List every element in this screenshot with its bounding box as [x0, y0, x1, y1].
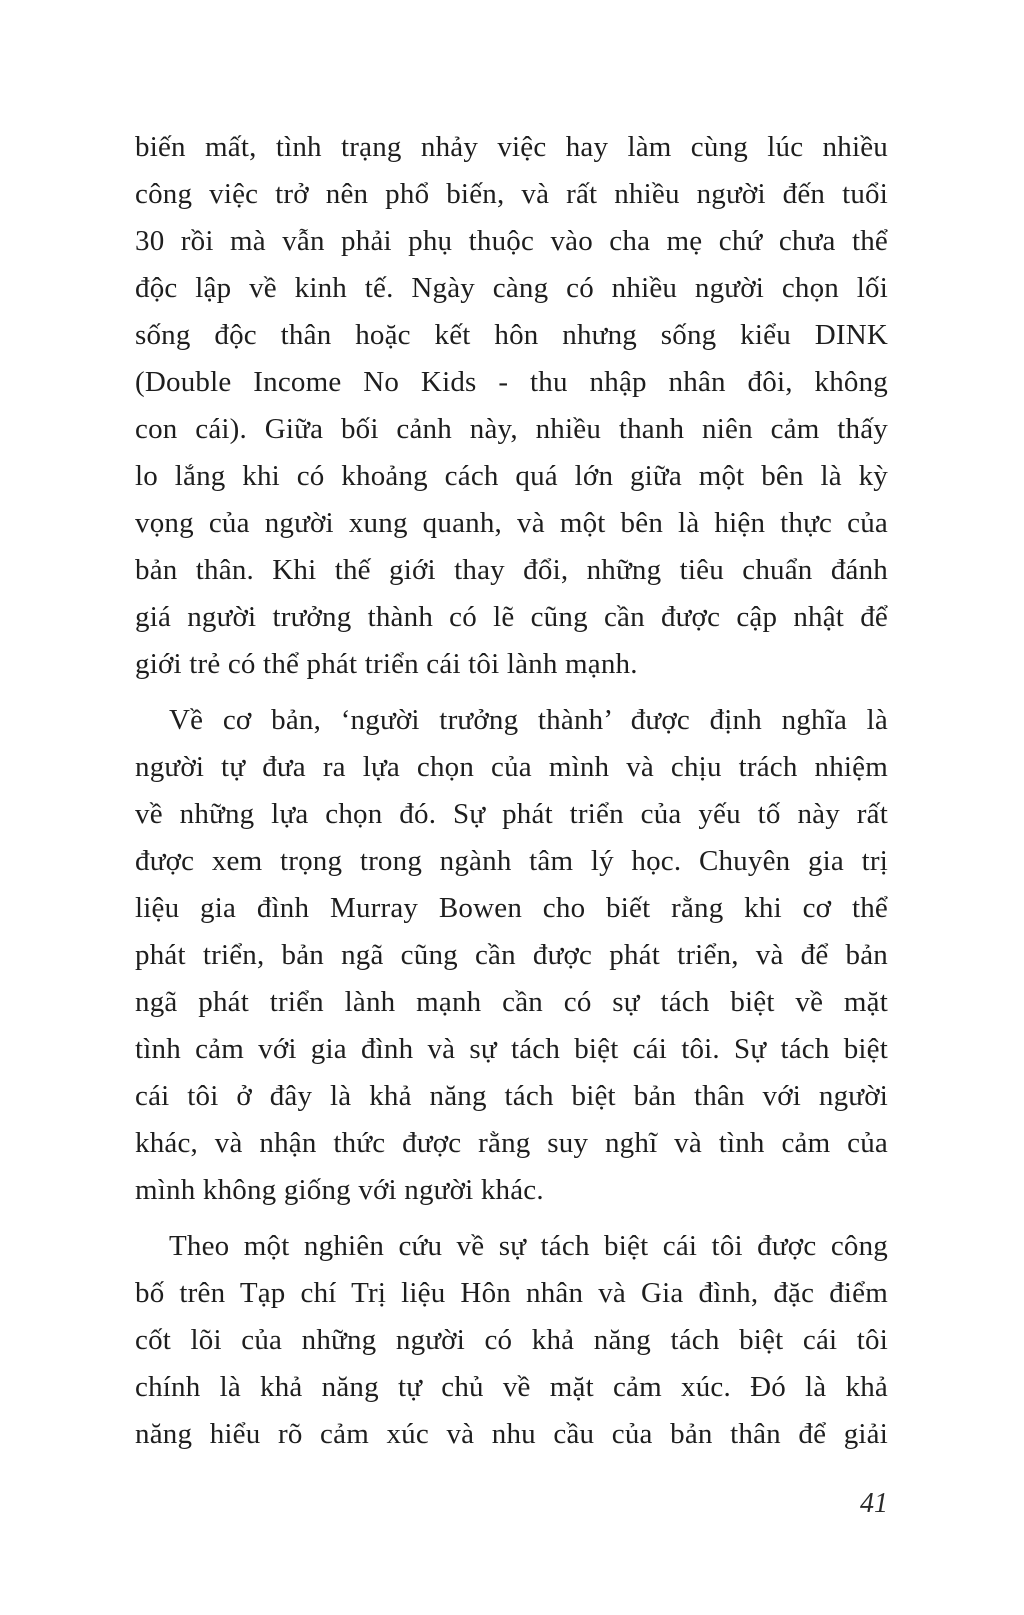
text-line: vọng của người xung quanh, và một bên là hiện thực của: [135, 507, 888, 539]
text-line: độc lập về kinh tế. Ngày càng có nhiều người chọn lối: [135, 272, 888, 304]
text-line: công việc trở nên phổ biến, và rất nhiều người đến tuổi: [135, 178, 888, 210]
text-line: mình không giống với người khác.: [135, 1174, 544, 1206]
text-line: biến mất, tình trạng nhảy việc hay làm cùng lúc nhiều: [135, 131, 888, 163]
text-line: Về cơ bản, ‘người trưởng thành’ được định nghĩa là: [169, 704, 888, 736]
text-line: lo lắng khi có khoảng cách quá lớn giữa một bên là kỳ: [135, 460, 888, 492]
text-line: liệu gia đình Murray Bowen cho biết rằng khi cơ thể: [135, 892, 888, 924]
text-line: về những lựa chọn đó. Sự phát triển của yếu tố này rất: [135, 798, 888, 830]
body-text: [135, 124, 888, 1458]
text-line: được xem trọng trong ngành tâm lý học. Chuyên gia trị: [135, 845, 888, 877]
text-line: sống độc thân hoặc kết hôn nhưng sống kiểu DINK: [135, 319, 888, 351]
page-number: 41: [860, 1488, 888, 1519]
text-line: giới trẻ có thể phát triển cái tôi lành mạnh.: [135, 648, 638, 680]
text-line: 30 rồi mà vẫn phải phụ thuộc vào cha mẹ chứ chưa thể: [135, 225, 888, 257]
text-line: giá người trưởng thành có lẽ cũng cần được cập nhật để: [135, 601, 888, 633]
text-line: người tự đưa ra lựa chọn của mình và chịu trách nhiệm: [135, 751, 888, 783]
text-line: tình cảm với gia đình và sự tách biệt cái tôi. Sự tách biệt: [135, 1033, 888, 1065]
text-line: bố trên Tạp chí Trị liệu Hôn nhân và Gia đình, đặc điểm: [135, 1277, 888, 1309]
text-line: năng hiểu rõ cảm xúc và nhu cầu của bản thân để giải: [135, 1418, 888, 1450]
text-line: (Double Income No Kids - thu nhập nhân đôi, không: [135, 366, 888, 398]
text-line: con cái). Giữa bối cảnh này, nhiều thanh niên cảm thấy: [135, 413, 888, 445]
paragraph: [135, 124, 888, 688]
paragraph: [135, 1223, 888, 1458]
text-line: phát triển, bản ngã cũng cần được phát triển, và để bản: [135, 939, 888, 971]
text-line: chính là khả năng tự chủ về mặt cảm xúc. Đó là khả: [135, 1371, 888, 1403]
text-line: cái tôi ở đây là khả năng tách biệt bản thân với người: [135, 1080, 888, 1112]
text-line: Theo một nghiên cứu về sự tách biệt cái tôi được công: [169, 1230, 888, 1262]
text-line: cốt lõi của những người có khả năng tách biệt cái tôi: [135, 1324, 888, 1356]
text-line: bản thân. Khi thế giới thay đổi, những tiêu chuẩn đánh: [135, 554, 888, 586]
text-line: khác, và nhận thức được rằng suy nghĩ và tình cảm của: [135, 1127, 888, 1159]
text-line: ngã phát triển lành mạnh cần có sự tách biệt về mặt: [135, 986, 888, 1018]
paragraph: [135, 697, 888, 1214]
